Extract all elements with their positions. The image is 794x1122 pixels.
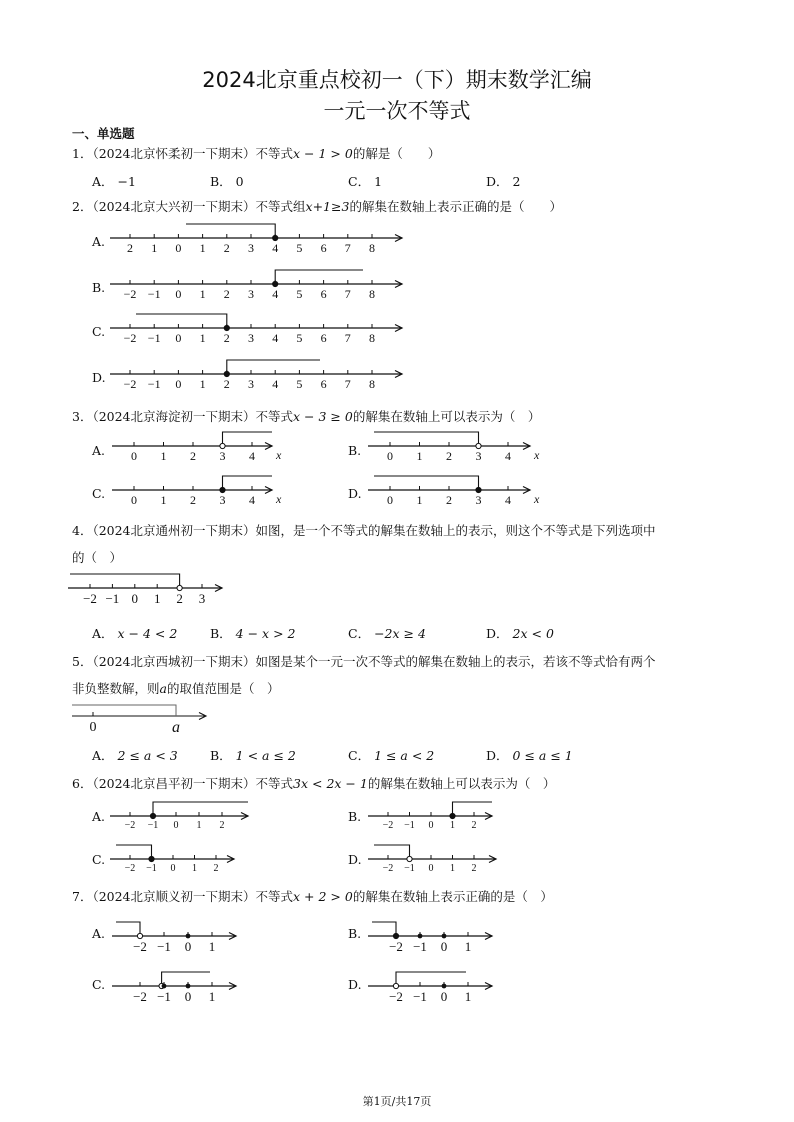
tick-label: 4 [272,377,279,391]
solution-bracket [374,845,410,859]
tick-label: 0 [440,939,448,954]
option-b-label[interactable]: B. [92,280,106,295]
tick-label: −1 [413,939,427,954]
tick-label: 7 [344,331,351,345]
option-c[interactable]: C． 1 ≤ a < 2 [348,748,435,763]
number-line-q6-a [110,796,260,834]
tick-label: 2 [176,591,183,606]
question-source: （2024北京昌平初一下期末） [92,776,256,791]
tick-label: −2 [123,377,137,391]
solution-bracket [136,314,227,328]
tick-label: 0 [131,493,137,507]
option-a-label[interactable]: A. [92,926,106,941]
tick-label: −2 [389,939,403,954]
tick-label: 1 [151,241,158,255]
tick-label: −1 [147,287,161,301]
question-4-cont: 的（ ） [72,550,123,565]
tick-label: 0 [440,989,448,1004]
integer-dot [442,934,447,939]
tick-label: 6 [320,331,327,345]
question-number: 3． [72,409,93,424]
tick-label: 0 [175,241,182,255]
number-line-q3-b [368,428,548,468]
option-b-label[interactable]: B. [348,926,362,941]
tick-label: 2 [446,493,452,507]
tick-label: 3 [475,493,482,507]
tick-label: 8 [369,377,375,391]
question-3 [72,407,540,425]
option-a[interactable]: A． 2 ≤ a < 3 [92,748,178,763]
option-a-label[interactable]: A. [92,443,106,458]
tick-label: 1 [192,863,197,874]
tick-label: 0 [387,493,393,507]
question-text: 不等式组 [255,199,306,214]
question-1 [72,144,440,162]
tick-label: 8 [369,331,375,345]
question-7 [72,887,553,905]
tick-label: −1 [404,863,415,874]
option-c-label[interactable]: C. [92,324,106,339]
tick-label: −2 [124,820,136,831]
number-line-q6-b [368,796,518,834]
closed-endpoint [450,813,455,818]
tick-label: 0 [387,449,393,463]
tick-label: 4 [249,493,255,507]
tick-label: 2 [127,241,133,255]
question-text: 的解集在数轴上表示正确的是（ ） [349,199,562,214]
tick-label: 2 [190,449,196,463]
option-a[interactable]: A． −1 [92,174,136,189]
tick-label: 1 [450,863,455,874]
option-d-label[interactable]: D. [348,977,362,992]
option-d[interactable]: D． 2 [486,174,521,189]
tick-label: 5 [296,287,303,301]
tick-label: 2 [190,493,196,507]
integer-dot [186,934,191,939]
question-source: （2024北京西城初一下期末） [92,654,256,669]
number-line-q7-b [368,912,508,958]
closed-endpoint [220,487,225,492]
closed-endpoint [224,371,229,376]
tick-label: 7 [344,377,351,391]
question-number: 4． [72,523,93,538]
option-a-label[interactable]: A. [92,809,106,824]
question-4 [72,521,656,539]
tick-label: 4 [272,331,279,345]
tick-label: 1 [464,939,472,954]
tick-label: 3 [248,377,254,391]
math-expression: x+1≥3 [305,199,350,214]
closed-endpoint [273,281,278,286]
tick-label: 0 [175,331,182,345]
solution-bracket [396,972,466,986]
solution-bracket [223,432,273,446]
question-number: 1． [72,146,93,161]
question-text: 的解集在数轴上表示正确的是（ ） [352,889,553,904]
math-expression: 3x < 2x − 1 [293,776,368,791]
question-source: （2024北京通州初一下期末） [92,523,256,538]
number-line-q7-d [368,962,508,1008]
number-line-q3-a [112,428,292,468]
solution-bracket [223,476,273,490]
tick-label: 3 [475,449,482,463]
solution-bracket [153,802,248,816]
open-endpoint [407,856,412,861]
tick-label: 0 [428,863,434,874]
tick-label: −2 [389,989,403,1004]
question-text: 的解是（ ） [352,146,441,161]
tick-label: −1 [157,989,171,1004]
closed-endpoint [476,487,481,492]
tick-label: −1 [157,939,171,954]
tick-label: −2 [133,939,147,954]
tick-label: −2 [123,331,137,345]
tick-label: 1 [153,591,161,606]
tick-label: 4 [505,493,511,507]
question-6 [72,774,555,792]
tick-label: 0 [131,591,139,606]
option-c[interactable]: C． 1 [348,174,383,189]
tick-label: 0 [173,820,179,831]
solution-bracket [162,972,210,986]
tick-label: 0 [175,287,182,301]
tick-label: 3 [219,493,226,507]
question-source: （2024北京顺义初一下期末） [92,889,256,904]
integer-dot [418,934,423,939]
closed-endpoint [224,325,229,330]
option-b-label[interactable]: B. [348,443,362,458]
closed-endpoint [150,813,155,818]
tick-label: 1 [160,493,167,507]
tick-label: 6 [320,287,327,301]
option-d[interactable]: D． 2x < 0 [486,626,554,641]
tick-label: 0 [170,863,176,874]
closed-endpoint [149,856,154,861]
tick-label: 8 [369,287,375,301]
tick-label: 1 [196,820,202,831]
number-line-q2-d [110,354,410,394]
closed-endpoint [393,933,398,938]
tick-label: 2 [219,820,225,831]
document-subtitle: 一元一次不等式 [323,99,471,123]
number-line-q3-c [112,472,292,512]
solution-bracket [186,224,275,238]
tick-label: 1 [208,989,216,1004]
question-number: 2． [72,199,93,214]
tick-label: 1 [464,989,472,1004]
number-line-q7-a [112,912,252,958]
number-line-q7-c [112,962,252,1008]
tick-label: 2 [223,287,230,301]
tick-label: 1 [450,820,455,831]
tick-label: −1 [147,331,161,345]
tick-label: 4 [272,241,279,255]
option-d-label[interactable]: D. [92,370,106,385]
question-text: 不等式 [255,776,294,791]
number-line-q6-d [368,839,518,877]
question-5-cont: 非负整数解，则a的取值范围是（ ） [72,681,280,696]
question-text: 不等式 [255,889,294,904]
question-text: 如图，是一个不等式的解集在数轴上的表示，则这个不等式是下列选项中 [255,523,656,538]
tick-label: 1 [416,493,423,507]
tick-label: 5 [296,331,303,345]
tick-label: 1 [208,939,216,954]
tick-label: −2 [83,591,97,606]
question-text: 不等式 [255,409,294,424]
axis-variable: x [534,448,540,462]
tick-label: −1 [105,591,120,606]
tick-label: −1 [413,989,427,1004]
solution-bracket [116,845,152,859]
question-text: 的解集在数轴上可以表示为（ ） [352,409,541,424]
tick-label: 1 [199,331,206,345]
tick-label: −2 [382,820,394,831]
tick-label: 3 [248,241,254,255]
integer-dot [162,984,167,989]
closed-endpoint [273,235,278,240]
option-b[interactable]: B． 1 < a ≤ 2 [210,748,296,763]
page-footer: 第1页/共17页 [362,1095,432,1108]
question-number: 5． [72,654,93,669]
solution-bracket [116,922,140,936]
tick-label: 4 [505,449,511,463]
number-line-q2-c [110,308,410,348]
question-number: 7． [72,889,93,904]
question-text: 不等式 [255,146,294,161]
question-number: 6． [72,776,93,791]
tick-label: 8 [369,241,375,255]
document-title: 2024北京重点校初一（下）期末数学汇编 [202,68,592,92]
option-d-label[interactable]: D. [348,852,362,867]
option-d-label[interactable]: D. [348,486,362,501]
tick-label: 0 [131,449,137,463]
tick-label: −2 [133,989,147,1004]
number-line-q6-c [110,839,260,877]
option-d[interactable]: D． 0 ≤ a ≤ 1 [486,748,573,763]
solution-bracket [72,705,176,716]
option-a-label[interactable]: A. [92,234,106,249]
open-endpoint [177,585,182,590]
number-line-q4 [68,566,238,610]
tick-label: 5 [296,241,303,255]
tick-label: 2 [223,377,230,391]
number-line-q2-b [110,264,410,304]
axis-variable: x [276,448,282,462]
tick-label: 3 [198,591,206,606]
question-source: （2024北京海淀初一下期末） [92,409,256,424]
axis-variable: x [534,492,540,506]
tick-label: 6 [320,241,327,255]
tick-label: 2 [223,241,230,255]
open-endpoint [393,983,398,988]
question-5 [72,652,656,670]
option-c-label[interactable]: C. [92,977,106,992]
option-c-label[interactable]: C. [92,852,106,867]
math-expression: x − 1 > 0 [293,146,353,161]
tick-label: −2 [124,863,136,874]
tick-label: 3 [248,287,254,301]
axis-variable: x [276,492,282,506]
tick-label: 1 [160,449,167,463]
section-heading: 一、单选题 [72,126,135,141]
tick-label: 2 [471,863,477,874]
option-b[interactable]: B． 4 − x > 2 [210,626,296,641]
integer-dot [442,984,447,989]
question-source: （2024北京怀柔初一下期末） [92,146,256,161]
question-text: 的解集在数轴上可以表示为（ ） [367,776,556,791]
option-b[interactable]: B． 0 [210,174,244,189]
tick-label: −2 [382,863,394,874]
tick-label: 1 [199,241,206,255]
tick-label: 1 [199,287,206,301]
tick-label: 0 [184,939,192,954]
solution-bracket [227,360,320,374]
tick-label: 1 [416,449,423,463]
tick-label: 0 [184,989,192,1004]
solution-bracket [275,270,363,284]
tick-label: −1 [146,863,157,874]
tick-label: 3 [248,331,254,345]
number-line-q5 [68,698,218,738]
solution-bracket [372,922,396,936]
question-source: （2024北京大兴初一下期末） [92,199,256,214]
tick-label: 7 [344,241,351,255]
question-text: 如图是某个一元一次不等式的解集在数轴上的表示，若该不等式恰有两个 [255,654,656,669]
question-2 [72,197,562,215]
tick-label: 3 [219,449,226,463]
tick-label: 1 [199,377,206,391]
tick-label: 0 [175,377,182,391]
option-c-label[interactable]: C. [92,486,106,501]
tick-label: 0 [89,720,97,735]
tick-label: −1 [147,820,159,831]
math-expression: x − 3 ≥ 0 [293,409,353,424]
open-endpoint [137,933,142,938]
solution-bracket [70,574,180,588]
tick-label: 2 [446,449,452,463]
solution-bracket [453,802,493,816]
tick-label: a [172,719,180,736]
tick-label: −1 [147,377,161,391]
tick-label: 2 [223,331,230,345]
tick-label: 6 [320,377,327,391]
option-c[interactable]: C． −2x ≥ 4 [348,626,426,641]
integer-dot [186,984,191,989]
math-expression: x + 2 > 0 [293,889,353,904]
tick-label: −2 [123,287,137,301]
number-line-q3-d [368,472,548,512]
option-a[interactable]: A． x − 4 < 2 [92,626,178,641]
tick-label: 2 [471,820,477,831]
option-b-label[interactable]: B. [348,809,362,824]
tick-label: 5 [296,377,303,391]
tick-label: 0 [428,820,434,831]
number-line-q2-a [110,218,410,258]
tick-label: 4 [272,287,279,301]
tick-label: 4 [249,449,255,463]
tick-label: 7 [344,287,351,301]
open-endpoint [476,443,481,448]
open-endpoint [220,443,225,448]
tick-label: −1 [404,820,415,831]
tick-label: 2 [213,863,219,874]
